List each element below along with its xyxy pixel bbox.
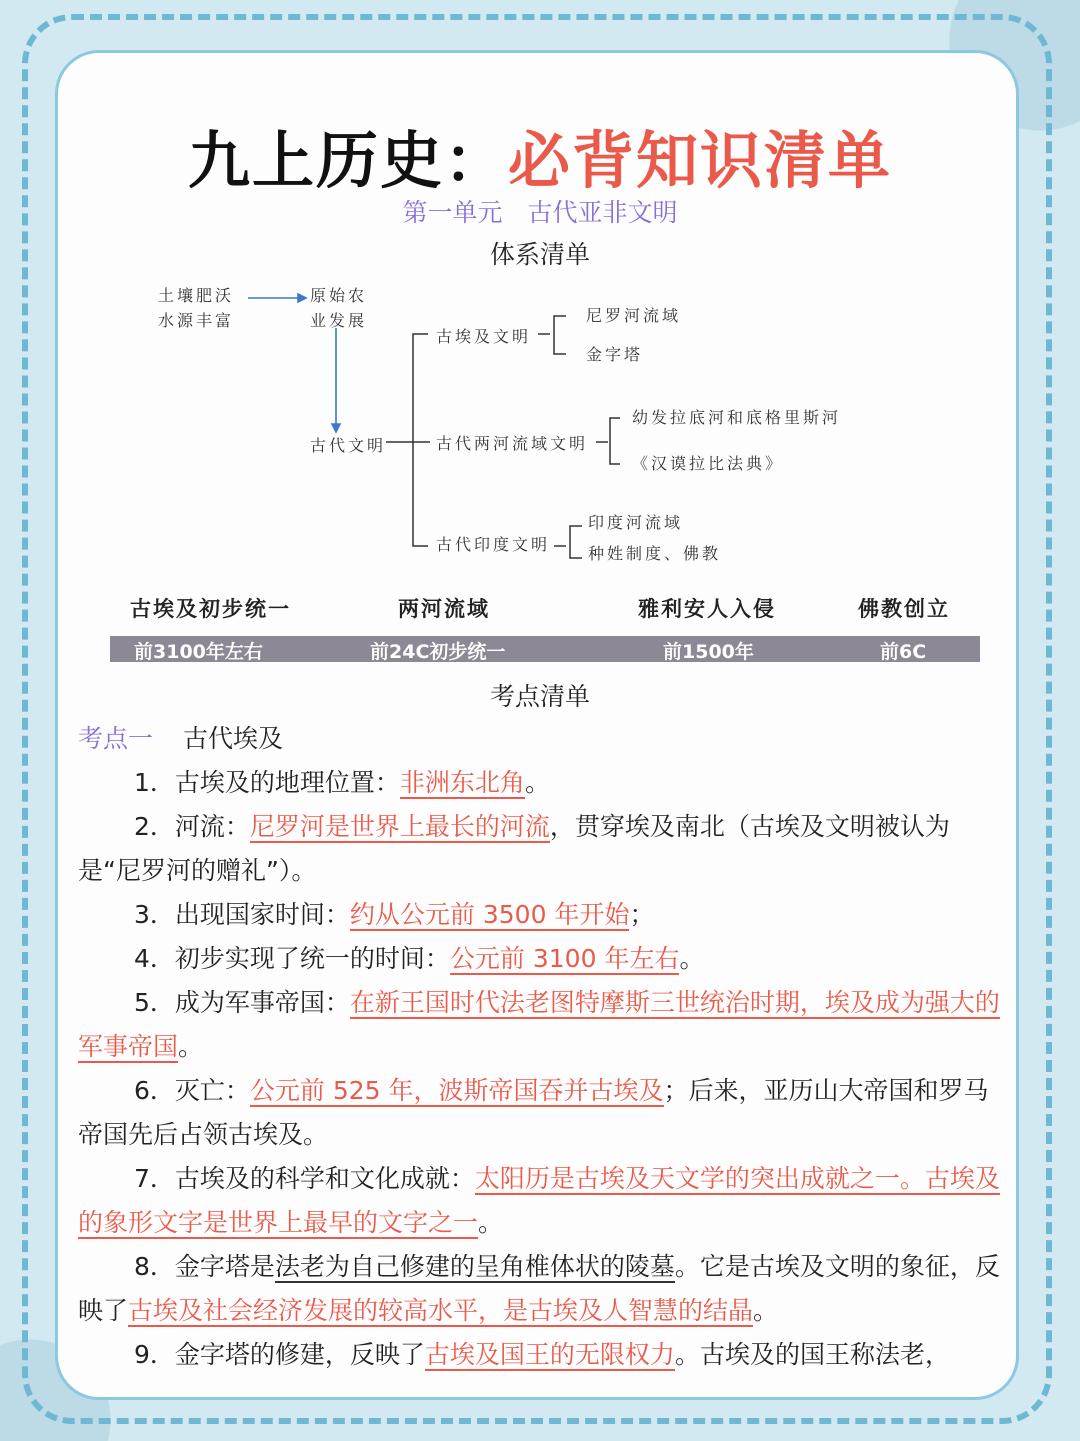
key-point-item	[78, 805, 1008, 893]
key-points-list	[78, 761, 1008, 1377]
key-point-item	[78, 893, 1008, 937]
highlighted-text: 在新王国时代法老图特摩斯三世统治时期，埃及成为强大的军事帝国	[78, 988, 1000, 1061]
node-hammurabi-code: 《汉谟拉比法典》	[632, 454, 785, 473]
point-text: 。	[478, 1208, 504, 1237]
node-pyramid: 金字塔	[586, 345, 644, 364]
point-text: 6．灭亡：	[134, 1076, 250, 1105]
highlighted-text: 非洲东北角	[399, 768, 525, 797]
highlighted-text: 公元前 3100 年左右	[449, 944, 680, 973]
point-text: 。	[679, 944, 705, 973]
point-text: 法老为自己修建的呈角椎体状的陵墓	[274, 1252, 675, 1281]
knowledge-diagram	[58, 268, 1019, 568]
timeline-label-3: 雅利安人入侵	[638, 596, 776, 621]
point-text: 。	[524, 768, 550, 797]
node-rich-water: 水源丰富	[158, 311, 235, 330]
point-text: 5．成为军事帝国：	[134, 988, 350, 1017]
point-text: 。	[753, 1296, 779, 1325]
system-heading: 体系清单	[489, 240, 590, 269]
point-text: 9．金字塔的修建，反映了	[134, 1340, 425, 1369]
timeline-date-2: 前24C初步统一	[370, 641, 506, 663]
point-text: ；后来，亚历山大帝国和罗马帝国先后占领古埃及。	[78, 1076, 989, 1149]
node-nile-basin: 尼罗河流域	[586, 306, 682, 325]
timeline-label-1: 古埃及初步统一	[130, 596, 291, 621]
timeline-date-1: 前3100年左右	[134, 641, 263, 663]
key-point-item	[78, 1157, 1008, 1245]
point-text: 。古埃及的国王称法老，	[674, 1340, 950, 1369]
timeline-label-4: 佛教创立	[858, 596, 950, 621]
key-point-tag: 考点一	[78, 724, 154, 753]
highlighted-text: 约从公元前 3500 年开始	[349, 900, 630, 929]
point-text: 2．河流：	[134, 812, 250, 841]
node-agriculture-a: 原始农	[310, 286, 368, 305]
key-point-title: 古代埃及	[183, 724, 284, 753]
highlighted-text: 公元前 525 年，波斯帝国吞并古埃及	[249, 1076, 664, 1105]
point-text: 8．金字塔是	[134, 1252, 275, 1281]
timeline-label-2: 两河流域	[398, 596, 490, 621]
node-indus-basin: 印度河流域	[588, 513, 684, 532]
node-fertile-soil: 土壤肥沃	[158, 286, 235, 305]
highlighted-text: 尼罗河是世界上最长的河流	[249, 812, 550, 841]
node-ancient-civilization: 古代文明	[310, 436, 387, 455]
point-text: 。	[178, 1032, 204, 1061]
node-india: 古代印度文明	[436, 535, 551, 554]
page-title	[58, 111, 1019, 200]
point-text: 4．初步实现了统一的时间：	[134, 944, 450, 973]
highlighted-text: 古埃及国王的无限权力	[424, 1340, 675, 1369]
point-text: 1．古埃及的地理位置：	[134, 768, 400, 797]
key-point-heading	[78, 719, 283, 755]
highlighted-text: 古埃及社会经济发展的较高水平，是古埃及人智慧的结晶	[128, 1296, 754, 1325]
title-red: 必背知识清单	[508, 124, 893, 197]
unit-title: 第一单元 古代亚非文明	[402, 198, 678, 227]
key-point-item	[78, 1069, 1008, 1157]
node-mesopotamia: 古代两河流域文明	[436, 434, 589, 453]
node-egypt: 古埃及文明	[436, 327, 532, 346]
timeline-date-3: 前1500年	[663, 641, 754, 663]
key-point-item	[78, 1333, 1008, 1377]
key-point-item	[78, 761, 1008, 805]
node-caste-buddhism: 种姓制度、佛教	[588, 544, 722, 563]
point-text: ；	[629, 900, 655, 929]
node-two-rivers: 幼发拉底河和底格里斯河	[632, 408, 842, 427]
timeline-date-4: 前6C	[880, 641, 927, 663]
highlighted-text: 太阳历是古埃及天文学的突出成就之一。古埃及的象形文字是世界上最早的文字之一	[78, 1164, 1000, 1237]
point-text: 7．古埃及的科学和文化成就：	[134, 1164, 475, 1193]
key-point-item	[78, 981, 1008, 1069]
point-text: ，贯穿埃及南北（古埃及文明被认为是“尼罗河的赠礼”）。	[78, 812, 950, 885]
node-agriculture-b: 业发展	[310, 311, 368, 330]
points-heading: 考点清单	[489, 682, 590, 711]
key-point-item	[78, 937, 1008, 981]
title-black: 九上历史：	[187, 124, 508, 197]
content-card	[55, 50, 1019, 1400]
key-point-item	[78, 1245, 1008, 1333]
point-text: 。它是古埃及文明的象征，反映了	[78, 1252, 1000, 1325]
point-text: 3．出现国家时间：	[134, 900, 350, 929]
